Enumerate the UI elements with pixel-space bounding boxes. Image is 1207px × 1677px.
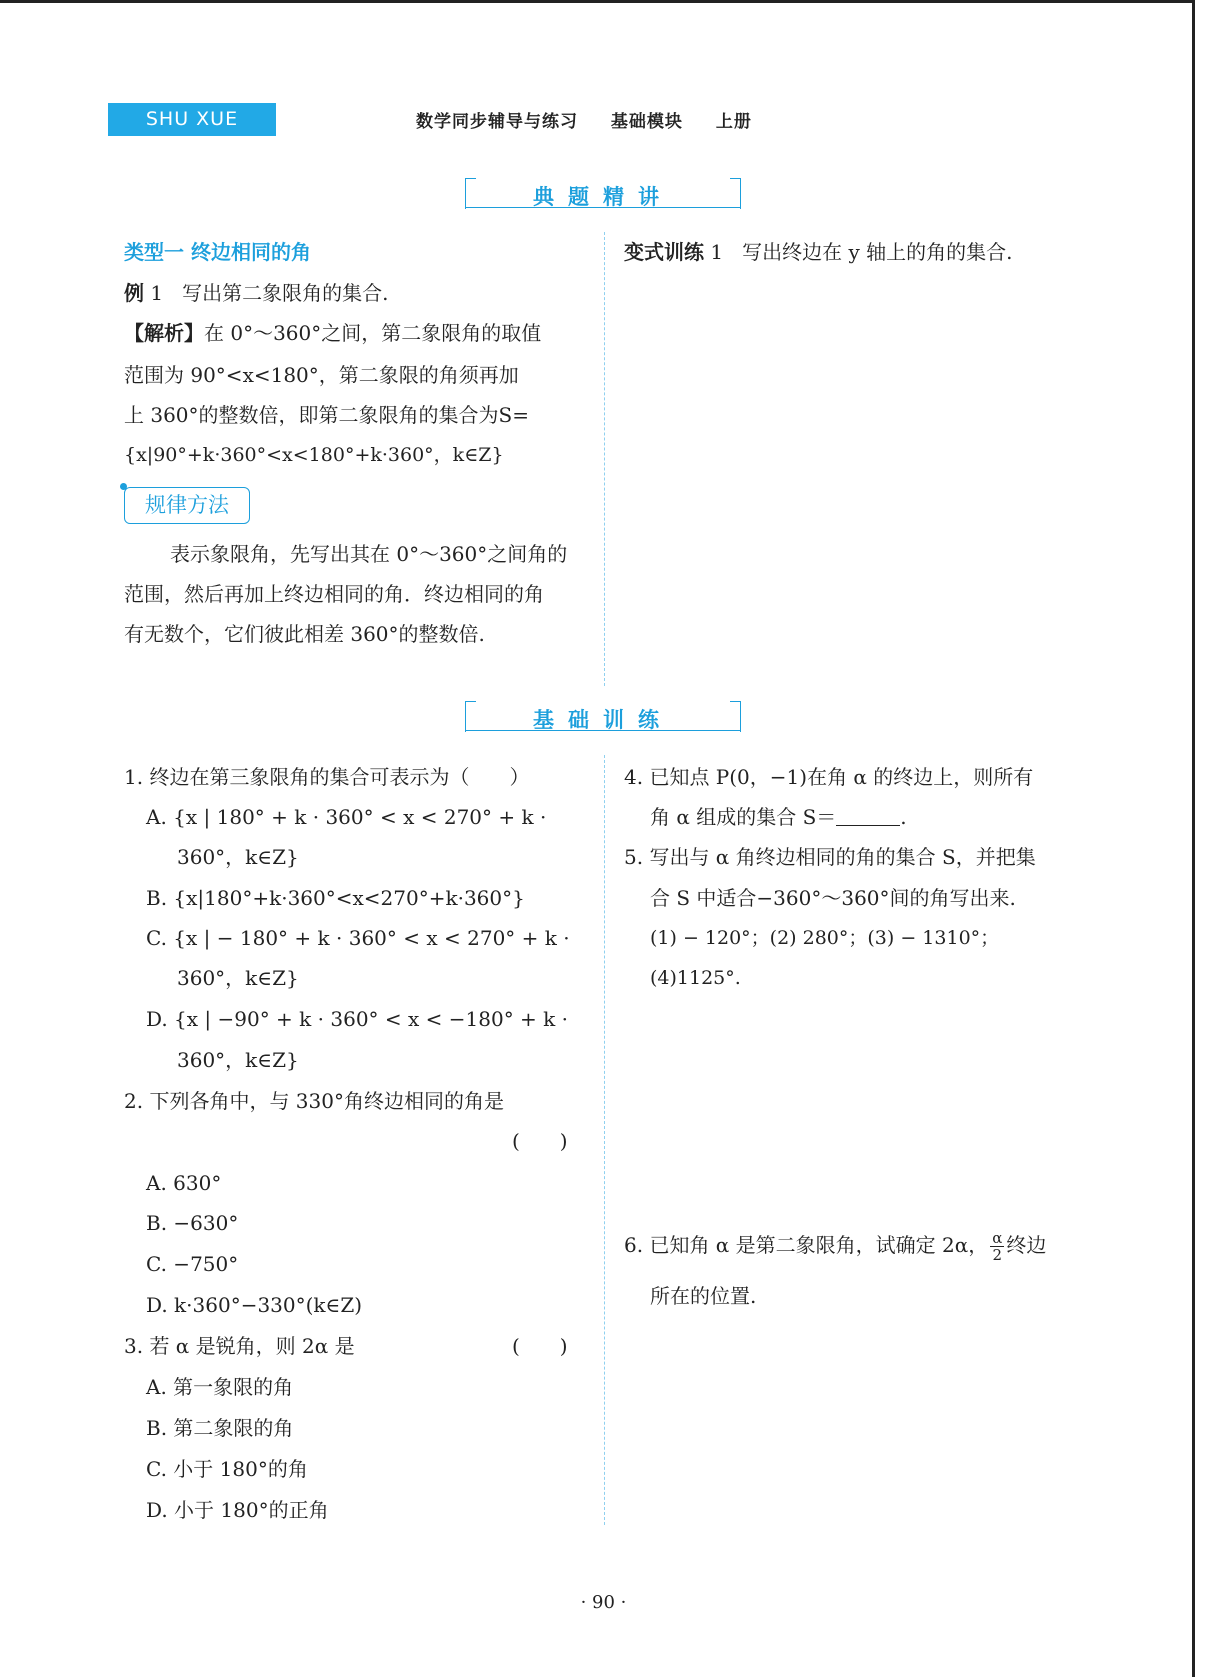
page-number: · 90 ·: [580, 1592, 627, 1613]
fraction-denominator: 2: [992, 1246, 1003, 1264]
question-1-option: 360°，k∈Z}: [177, 1048, 299, 1072]
question-5-line: 合 S 中适合−360°～360°间的角写出来.: [650, 886, 1016, 910]
analysis-label: 【解析】: [124, 321, 204, 345]
answer-blank[interactable]: [836, 805, 900, 826]
book-title-part: 数学同步辅导与练习: [416, 112, 578, 132]
answer-paren: ( ): [512, 1334, 568, 1358]
column-divider: [604, 755, 605, 1525]
section-header-basic: [465, 701, 741, 731]
question-1-option: D. {x | −90° + k · 360° < x < −180° + k ·: [146, 1007, 569, 1031]
variant-text: 写出终边在 y 轴上的角的集合.: [742, 240, 1013, 264]
section-title: 基础训练: [533, 708, 673, 732]
question-5-line: (4)1125°.: [650, 967, 741, 989]
question-6-text: 6. 已知角 α 是第二象限角，试确定 2α，: [624, 1233, 989, 1257]
section-header-typical: [465, 178, 741, 208]
section-title: 典题精讲: [533, 185, 673, 209]
column-divider: [604, 232, 605, 686]
example-1: [124, 280, 389, 306]
question-1-option: 360°，k∈Z}: [177, 845, 299, 869]
question-6-line: [624, 1228, 1046, 1263]
question-1-option: 360°，k∈Z}: [177, 966, 299, 990]
question-2-option: B. −630°: [146, 1211, 239, 1235]
question-2-stem: 2. 下列各角中，与 330°角终边相同的角是: [124, 1089, 504, 1113]
question-4-line: [650, 804, 907, 830]
analysis-line: [124, 320, 541, 346]
question-3-option: A. 第一象限的角: [146, 1375, 294, 1399]
subject-tag: SHU XUE: [108, 103, 276, 136]
question-1-stem: 1. 终边在第三象限角的集合可表示为（ ）: [124, 765, 530, 789]
method-line: 表示象限角，先写出其在 0°～360°之间角的: [170, 542, 568, 566]
analysis-line: 上 360°的整数倍，即第二象限角的集合为S=: [124, 403, 529, 427]
example-label: 例: [124, 281, 144, 305]
type-heading: 类型一 终边相同的角: [124, 240, 311, 264]
question-4-period: .: [900, 805, 907, 829]
variant-training: [624, 239, 1013, 265]
analysis-line: 范围为 90°<x<180°，第二象限的角须再加: [124, 363, 519, 387]
question-3-stem: 3. 若 α 是锐角，则 2α 是: [124, 1334, 355, 1358]
question-4-text: 角 α 组成的集合 S＝: [650, 805, 837, 829]
question-3-option: B. 第二象限的角: [146, 1416, 294, 1440]
question-2-option: D. k·360°−330°(k∈Z): [146, 1293, 363, 1317]
example-number: 1: [150, 281, 164, 305]
page-border-top: [0, 0, 1192, 3]
fraction-alpha-over-2: [990, 1230, 1004, 1263]
analysis-text: 在 0°～360°之间，第二象限角的取值: [204, 321, 542, 345]
question-4-line: 4. 已知点 P(0，−1)在角 α 的终边上，则所有: [624, 765, 1034, 789]
question-1-option: A. {x | 180° + k · 360° < x < 270° + k ·: [146, 805, 547, 829]
question-1-option: B. {x|180°+k·360°<x<270°+k·360°}: [146, 886, 525, 910]
question-3-option: C. 小于 180°的角: [146, 1457, 308, 1481]
question-2-option: C. −750°: [146, 1252, 239, 1276]
book-title-part: 上册: [715, 112, 752, 132]
book-title-part: 基础模块: [610, 112, 683, 132]
question-5-line: 5. 写出与 α 角终边相同的角的集合 S，并把集: [624, 845, 1036, 869]
variant-number: 1: [710, 240, 724, 264]
method-line: 范围，然后再加上终边相同的角．终边相同的角: [124, 582, 544, 606]
analysis-line: {x|90°+k·360°<x<180°+k·360°，k∈Z}: [124, 444, 504, 466]
question-2-option: A. 630°: [146, 1171, 222, 1195]
fraction-numerator: α: [992, 1229, 1003, 1247]
question-3-option: D. 小于 180°的正角: [146, 1498, 329, 1522]
question-6-text: 终边: [1006, 1233, 1047, 1257]
method-line: 有无数个，它们彼此相差 360°的整数倍.: [124, 622, 485, 646]
question-1-option: C. {x | − 180° + k · 360° < x < 270° + k ·: [146, 926, 570, 950]
question-6-line: 所在的位置.: [650, 1284, 757, 1308]
example-text: 写出第二象限角的集合.: [182, 281, 389, 305]
question-5-line: (1) − 120°；(2) 280°；(3) − 1310°；: [650, 927, 1000, 949]
book-title: [416, 107, 778, 132]
variant-label: 变式训练: [624, 240, 704, 264]
method-label: 规律方法: [124, 487, 250, 524]
answer-paren: ( ): [512, 1129, 568, 1153]
page-border-right: [1192, 0, 1195, 1677]
